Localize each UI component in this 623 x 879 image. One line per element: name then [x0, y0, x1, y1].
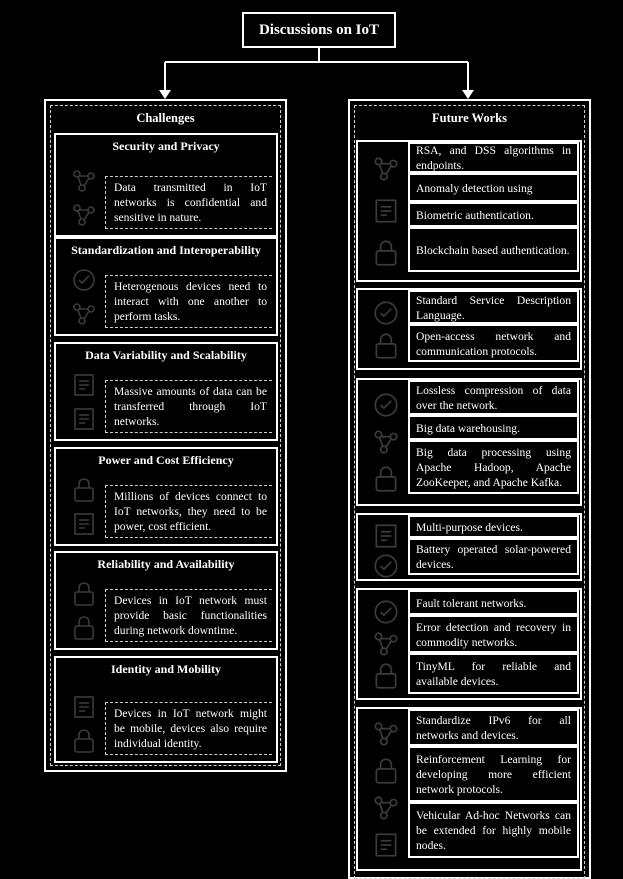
- challenge-description: Massive amounts of data can be transferred through IoT networks.: [105, 380, 272, 433]
- challenge-icons: [64, 167, 104, 229]
- challenge-title: Data Variability and Scalability: [85, 348, 247, 362]
- future-works-icons: [362, 148, 410, 274]
- globe-icon: [371, 719, 401, 749]
- challenge-title: Power and Cost Efficiency: [98, 453, 234, 467]
- challenge-icons: [64, 693, 104, 755]
- future-work-item: [408, 515, 579, 538]
- challenges-heading: Challenges: [136, 111, 195, 125]
- cluster-icon: [371, 464, 401, 494]
- future-work-item: [408, 590, 579, 615]
- future-work-item: [408, 615, 579, 653]
- future-work-item: [408, 202, 579, 227]
- connected-people-icon: [371, 793, 401, 823]
- challenge-icons: [64, 476, 104, 538]
- future-work-text: Standard Service Description Language.: [416, 293, 571, 322]
- magnifier-network-icon: [371, 154, 401, 184]
- future-work-item: [408, 380, 579, 415]
- calendar-icon: [70, 614, 98, 642]
- id-check-icon: [70, 693, 98, 721]
- future-work-text: Vehicular Ad-hoc Networks can be extended for highly mobile nodes.: [416, 809, 571, 852]
- future-work-text: Open-access network and communication protocols.: [416, 329, 571, 358]
- diagram-title: Discussions on IoT: [242, 12, 396, 48]
- future-work-item: [408, 653, 579, 694]
- future-work-item: [408, 142, 579, 173]
- future-work-text: Blockchain based authentication.: [416, 243, 570, 257]
- database-icon: [371, 427, 401, 457]
- future-work-item: [408, 290, 579, 324]
- server-icon: [371, 597, 401, 627]
- robot-icon: [371, 756, 401, 786]
- future-work-text: Error detection and recovery in commodity networks.: [416, 620, 571, 649]
- future-work-text: Reinforcement Learning for developing more efficient network protocols.: [416, 753, 571, 796]
- future-work-item: [408, 173, 579, 202]
- future-work-text: TinyML for reliable and available devices.: [416, 660, 571, 688]
- battery-icon: [371, 551, 401, 581]
- service-nodes-icon: [371, 298, 401, 328]
- future-work-text: Standardize IPv6 for all networks and devices.: [416, 714, 571, 742]
- future-work-text: RSA, and DSS algorithms in endpoints.: [416, 144, 571, 172]
- chip-icon: [70, 405, 98, 433]
- challenge-icons: [64, 266, 104, 328]
- shield-icon: [70, 201, 98, 229]
- warning-document-icon: [371, 661, 401, 691]
- challenge-description: Data transmitted in IoT networks is confidential and sensitive in nature.: [105, 176, 272, 229]
- future-work-text: Big data processing using Apache Hadoop, Apache ZooKeeper, and Apache Kafka.: [416, 446, 571, 489]
- future-work-text: Biometric authentication.: [416, 208, 534, 222]
- future-work-item: [408, 440, 579, 494]
- future-work-text: Lossless compression of data over the network.: [416, 384, 571, 412]
- challenge-icons: [64, 580, 104, 642]
- future-work-text: Anomaly detection using: [416, 181, 533, 195]
- future-work-item: [408, 709, 579, 746]
- challenge-card: [54, 447, 278, 546]
- challenge-title: Identity and Mobility: [110, 662, 221, 676]
- future-works-icons: [362, 715, 410, 863]
- puzzle-icon: [70, 580, 98, 608]
- blockchain-icon: [371, 238, 401, 268]
- future-work-text: Fault tolerant networks.: [416, 596, 527, 610]
- power-plug-icon: [70, 476, 98, 504]
- future-work-item: [408, 227, 579, 272]
- padlock-icon: [371, 331, 401, 361]
- challenge-card: [54, 342, 278, 441]
- future-works-icons: [362, 296, 410, 362]
- challenge-description: Devices in IoT network must provide basic functionalities during network downtime.: [105, 589, 272, 642]
- challenge-card: [54, 237, 278, 336]
- compress-arrows-icon: [371, 390, 401, 420]
- future-work-item: [408, 746, 579, 802]
- scatter-nodes-icon: [70, 371, 98, 399]
- challenge-title: Reliability and Availability: [97, 557, 235, 571]
- warning-search-icon: [371, 629, 401, 659]
- challenge-description: Heterogenous devices need to interact with one another to perform tasks.: [105, 275, 272, 328]
- future-work-item: [408, 415, 579, 440]
- move-arrows-icon: [70, 727, 98, 755]
- challenge-icons: [64, 371, 104, 433]
- lock-icon: [70, 167, 98, 195]
- document-icon: [70, 266, 98, 294]
- future-work-text: Multi-purpose devices.: [416, 520, 523, 534]
- bar-chart-icon: [70, 510, 98, 538]
- challenge-card: [54, 133, 278, 237]
- future-works-icons: [362, 386, 410, 498]
- future-works-heading: Future Works: [432, 111, 507, 125]
- challenge-description: Millions of devices connect to IoT networks, they need to be power, cost efficient.: [105, 485, 272, 538]
- future-works-icons: [362, 596, 410, 692]
- network-grid-icon: [70, 300, 98, 328]
- challenge-card: [54, 656, 278, 763]
- brain-icon: [371, 830, 401, 860]
- future-work-item: [408, 802, 579, 858]
- future-works-icons: [362, 521, 410, 573]
- challenge-title: Security and Privacy: [112, 139, 220, 153]
- future-work-text: Battery operated solar-powered devices.: [416, 543, 571, 571]
- future-work-item: [408, 324, 579, 362]
- fingerprint-icon: [371, 196, 401, 226]
- lightning-icon: [371, 521, 401, 551]
- challenge-card: [54, 551, 278, 650]
- challenge-title: Standardization and Interoperability: [71, 243, 261, 257]
- challenge-description: Devices in IoT network might be mobile, devices also require individual identity.: [105, 702, 272, 755]
- future-work-item: [408, 538, 579, 575]
- future-work-text: Big data warehousing.: [416, 421, 520, 435]
